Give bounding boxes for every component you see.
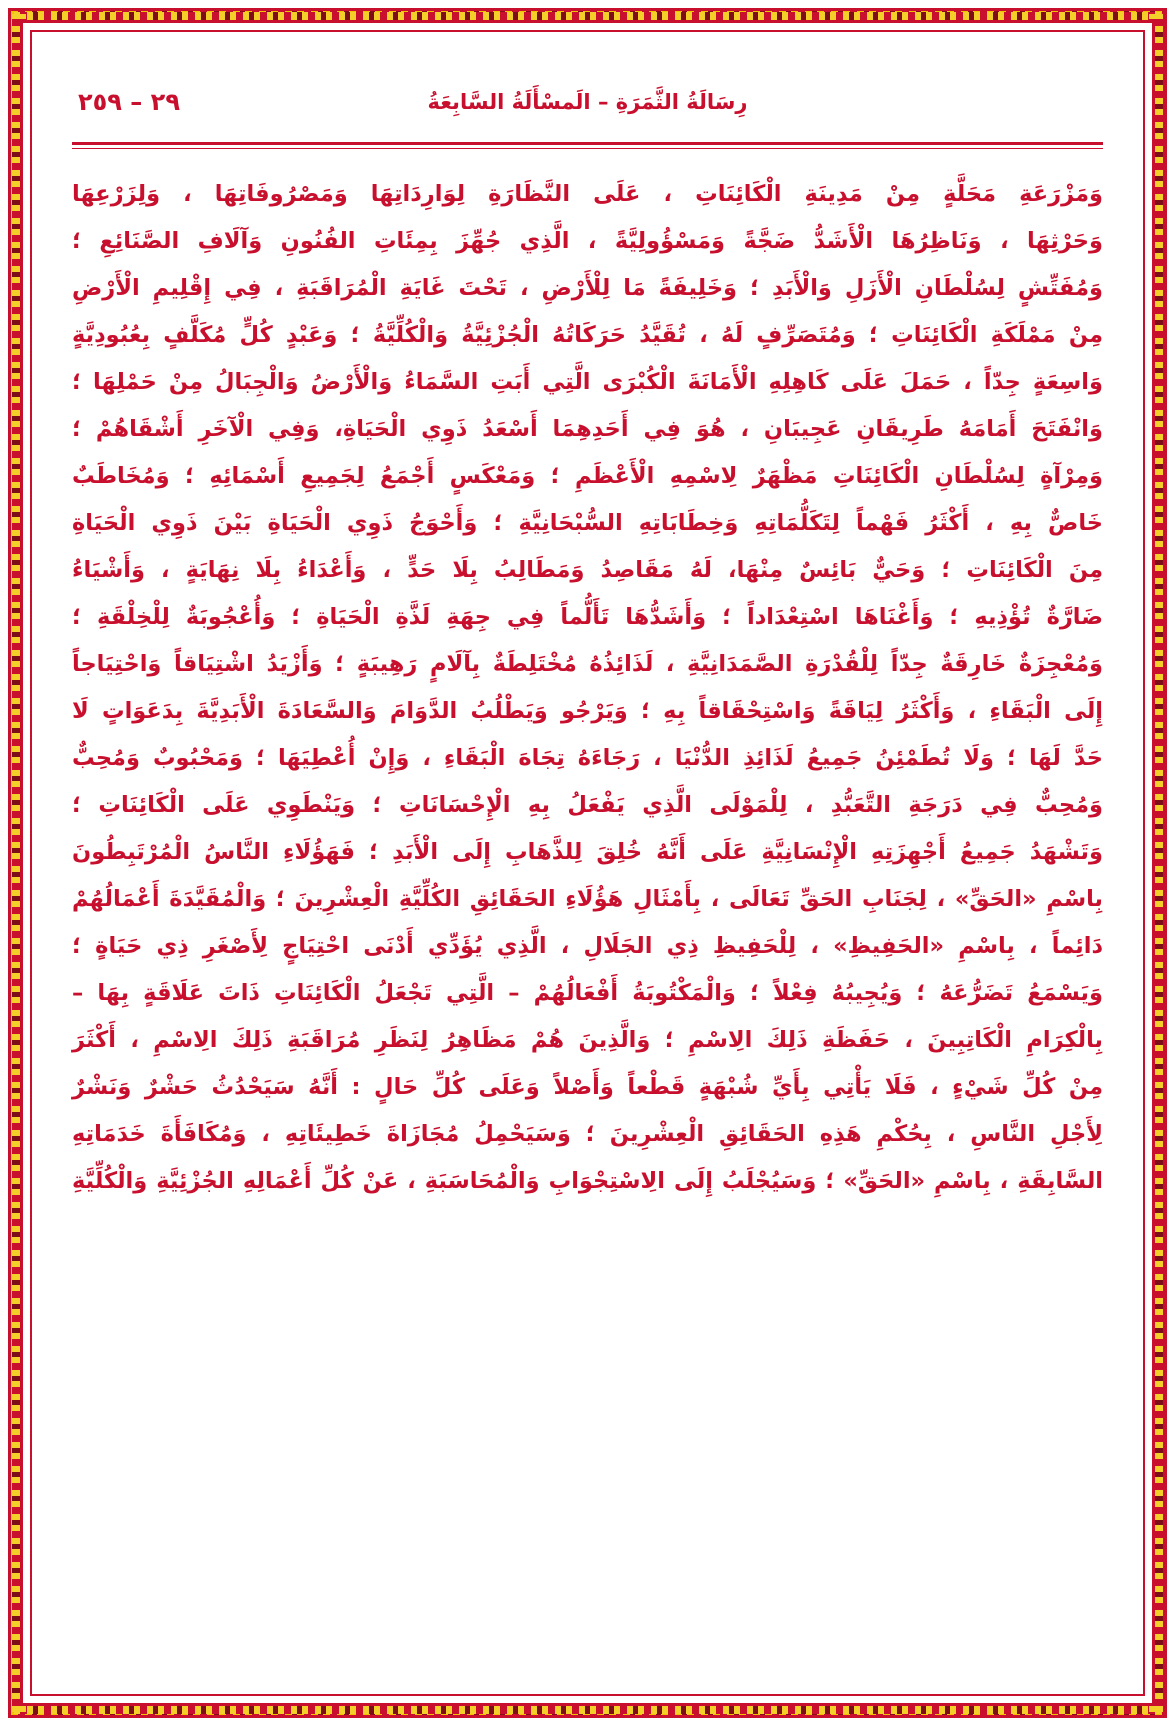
text-line: مِنَ الْكَائِنَاتِ ؛ وَحَيٌّ بَائِسٌ مِنْهَا، لَهُ مَقَاصِدُ وَمَطَالِبُ بِلَا حَدٍّ ، وَأَعْدَاءُ بِلَا نِهَايَةٍ ، وَأَشْيَاءُ	[72, 557, 1103, 583]
page-number: ٢٩ – ٢٥٩	[78, 88, 180, 116]
text-line: وَانْفَتَحَ أَمَامَهُ طَرِيقَانِ عَجِيبَانِ ، هُوَ فِي أَحَدِهِمَا أَسْعَدُ ذَوِي الْحَيَاةِ، وَفِي الْآخَرِ أَشْقَاهُمْ ؛	[72, 416, 1103, 442]
text-line: وَمَزْرَعَةِ مَحَلَّةٍ مِنْ مَدِينَةِ الْكَائِنَاتِ ، عَلَى النَّظَارَةِ لِوَارِدَاتِهَا وَمَصْرُوفَاتِهَا ، وَلِزَرْعِهَا	[72, 181, 1103, 207]
text-line: ضَارَّةٌ تُؤْذِيهِ ؛ وَأَغْنَاهَا اسْتِعْدَاداً ؛ وَأَشَدُّهَا تَأَلُّماً فِي جِهَةِ لَذَّةِ الْحَيَاةِ ؛ وَأُعْجُوبَةٌ لِلْخِلْقَةِ ؛	[72, 604, 1103, 630]
text-line: حَدَّ لَهَا ؛ وَلَا تُطَمْئِنُ جَمِيعُ لَذَائِذِ الدُّنْيَا ، رَجَاءَهُ تِجَاهَ الْبَقَاءِ ، وَإِنْ أُعْطِيَهَا ؛ وَمَحْبُوبٌ وَمُحِبٌّ	[72, 745, 1103, 771]
text-line: وَاسِعَةٍ جِدّاً ، حَمَلَ عَلَى كَاهِلِهِ الْأَمَانَةَ الْكُبْرَى الَّتِي أَبَتِ السَّمَاءُ وَالْأَرْضُ وَالْجِبَالُ مِنْ حَمْلِهَا ؛	[72, 369, 1103, 395]
text-line: إِلَى الْبَقَاءِ ، وَأَكْثَرُ لِيَاقَةً وَاسْتِحْقَاقاً بِهِ ؛ وَيَرْجُو وَيَطْلُبُ الدَّوَامَ وَالسَّعَادَةَ الْأَبَدِيَّةَ بِدَعَوَاتٍ لَا	[72, 698, 1103, 724]
header-divider	[72, 142, 1103, 149]
text-line: السَّابِقَةِ ، بِاسْمِ «الحَقِّ» ؛ وَسَيُجْلَبُ إِلَى الِاسْتِجْوَابِ وَالْمُحَاسَبَةِ ، عَنْ كُلِّ أَعْمَالِهِ الجُزْئِيَّةِ وَالْكُلِّيَّةِ	[72, 1168, 1103, 1194]
text-line: وَتَشْهَدُ جَمِيعُ أَجْهِزَتِهِ الْإِنْسَانِيَّةِ عَلَى أَنَّهُ خُلِقَ لِلذَّهَابِ إِلَى الْأَبَدِ ؛ فَهَؤُلَاءِ النَّاسُ الْمُرْتَبِطُونَ	[72, 839, 1103, 865]
text-line: وَمِرْآةٍ لِسُلْطَانِ الْكَائِنَاتِ مَظْهَرٌ لِاسْمِهِ الْأَعْظَمِ ؛ وَمَعْكَسٍ أَجْمَعُ لِجَمِيعِ أَسْمَائِهِ ؛ وَمُخَاطَبٌ	[72, 463, 1103, 489]
page-title: رِسَالَةُ الثَّمَرَةِ – الَمسْأَلَةُ السَّابِعَةُ	[427, 90, 748, 114]
text-line: بِالْكِرَامِ الْكَاتِبِينَ ، حَفَظَةِ ذَلِكَ الِاسْمِ ؛ وَالَّذِينَ هُمْ مَظَاهِرُ لِنَظَرِ مُرَاقَبَةِ ذَلِكَ الِاسْمِ ، أَكْثَرَ	[72, 1027, 1103, 1053]
text-line: وَيَسْمَعُ تَضَرُّعَهُ ؛ وَيُجِيبُهُ فِعْلاً ؛ وَالْمَكْتُوبَةُ أَفْعَالُهُمْ – الَّتِي تَجْعَلُ الْكَائِنَاتِ ذَاتَ عَلَاقَةٍ بِهَا –	[72, 980, 1103, 1006]
body-text	[72, 171, 1103, 1205]
text-line: خَاصٌّ بِهِ ، أَكْثَرُ فَهْماً لِتَكَلُّمَاتِهِ وَخِطَابَاتِهِ السُّبْحَانِيَّةِ ؛ وَأَحْوَجُ ذَوِي الْحَيَاةِ بَيْنَ ذَوِي الْحَيَاةِ	[72, 510, 1103, 536]
text-line: دَائِماً ، بِاسْمِ «الحَفِيظِ» ، لِلْحَفِيظِ ذِي الجَلَالِ ، الَّذِي يُؤَدِّي أَدْنَى احْتِيَاجٍ لِأَصْغَرِ ذِي حَيَاةٍ ؛	[72, 933, 1103, 959]
text-line: وَمُحِبٌّ فِي دَرَجَةِ التَّعَبُّدِ ، لِلْمَوْلَى الَّذِي يَفْعَلُ بِهِ الْإِحْسَانَاتِ ؛ وَيَنْطَوِي عَلَى الْكَائِنَاتِ ؛	[72, 792, 1103, 818]
page-header	[72, 72, 1103, 134]
text-line: وَمُفَتِّشٍ لِسُلْطَانِ الْأَزَلِ وَالْأَبَدِ ؛ وَخَلِيفَةً مَا لِلْأَرْضِ ، تَحْتَ غَايَةِ الْمُرَاقَبَةِ ، فِي إِقْلِيمِ الْأَرْضِ	[72, 275, 1103, 301]
text-line: بِاسْمِ «الحَقِّ» ، لِجَنَابِ الحَقِّ تَعَالَى ، بِأَمْثَالِ هَؤُلَاءِ الحَقَائِقِ الكُلِّيَّةِ الْعِشْرِينَ ؛ وَالْمُقَيَّدَةَ أَعْمَالُهُمْ	[72, 886, 1103, 912]
text-line: وَمُعْجِزَةٌ خَارِقَةٌ جِدّاً لِلْقُدْرَةِ الصَّمَدَانِيَّةِ ، لَذَائِذُهُ مُخْتَلِطَةٌ بِآلَامٍ رَهِيبَةٍ ؛ وَأَزْيَدُ اشْتِيَاقاً وَاحْتِيَاجاً	[72, 651, 1103, 677]
text-line: مِنْ مَمْلَكَةِ الْكَائِنَاتِ ؛ وَمُتَصَرِّفٍ لَهُ ، تُقَيَّدُ حَرَكَاتُهُ الْجُزْئِيَّةُ وَالْكُلِّيَّةُ ؛ وَعَبْدٍ كُلٍّ مُكَلَّفٍ بِعُبُودِيَّةٍ	[72, 322, 1103, 348]
page-content	[44, 44, 1131, 1686]
text-line: لِأَجْلِ النَّاسِ ، بِحُكْمِ هَذِهِ الحَقَائِقِ الْعِشْرِينَ ؛ وَسَيَحْمِلُ مُجَازَاةَ خَطِيئَاتِهِ ، وَمُكَافَأَةَ خَدَمَاتِهِ	[72, 1121, 1103, 1147]
text-line: وَحَرْثِهَا ، وَنَاظِرُهَا الْأَشَدُّ ضَجَّةً وَمَسْؤُولِيَّةً ، الَّذِي جُهِّزَ بِمِئَاتِ الفُنُونِ وَآلَافِ الصَّنَائِعِ ؛	[72, 228, 1103, 254]
text-line: مِنْ كُلِّ شَيْءٍ ، فَلَا يَأْتِي بِأَيِّ شُبْهَةٍ قَطْعاً وَأَصْلاً وَعَلَى كُلِّ حَالٍ : أَنَّهُ سَيَحْدُثُ حَشْرٌ وَنَشْرٌ	[72, 1074, 1103, 1100]
